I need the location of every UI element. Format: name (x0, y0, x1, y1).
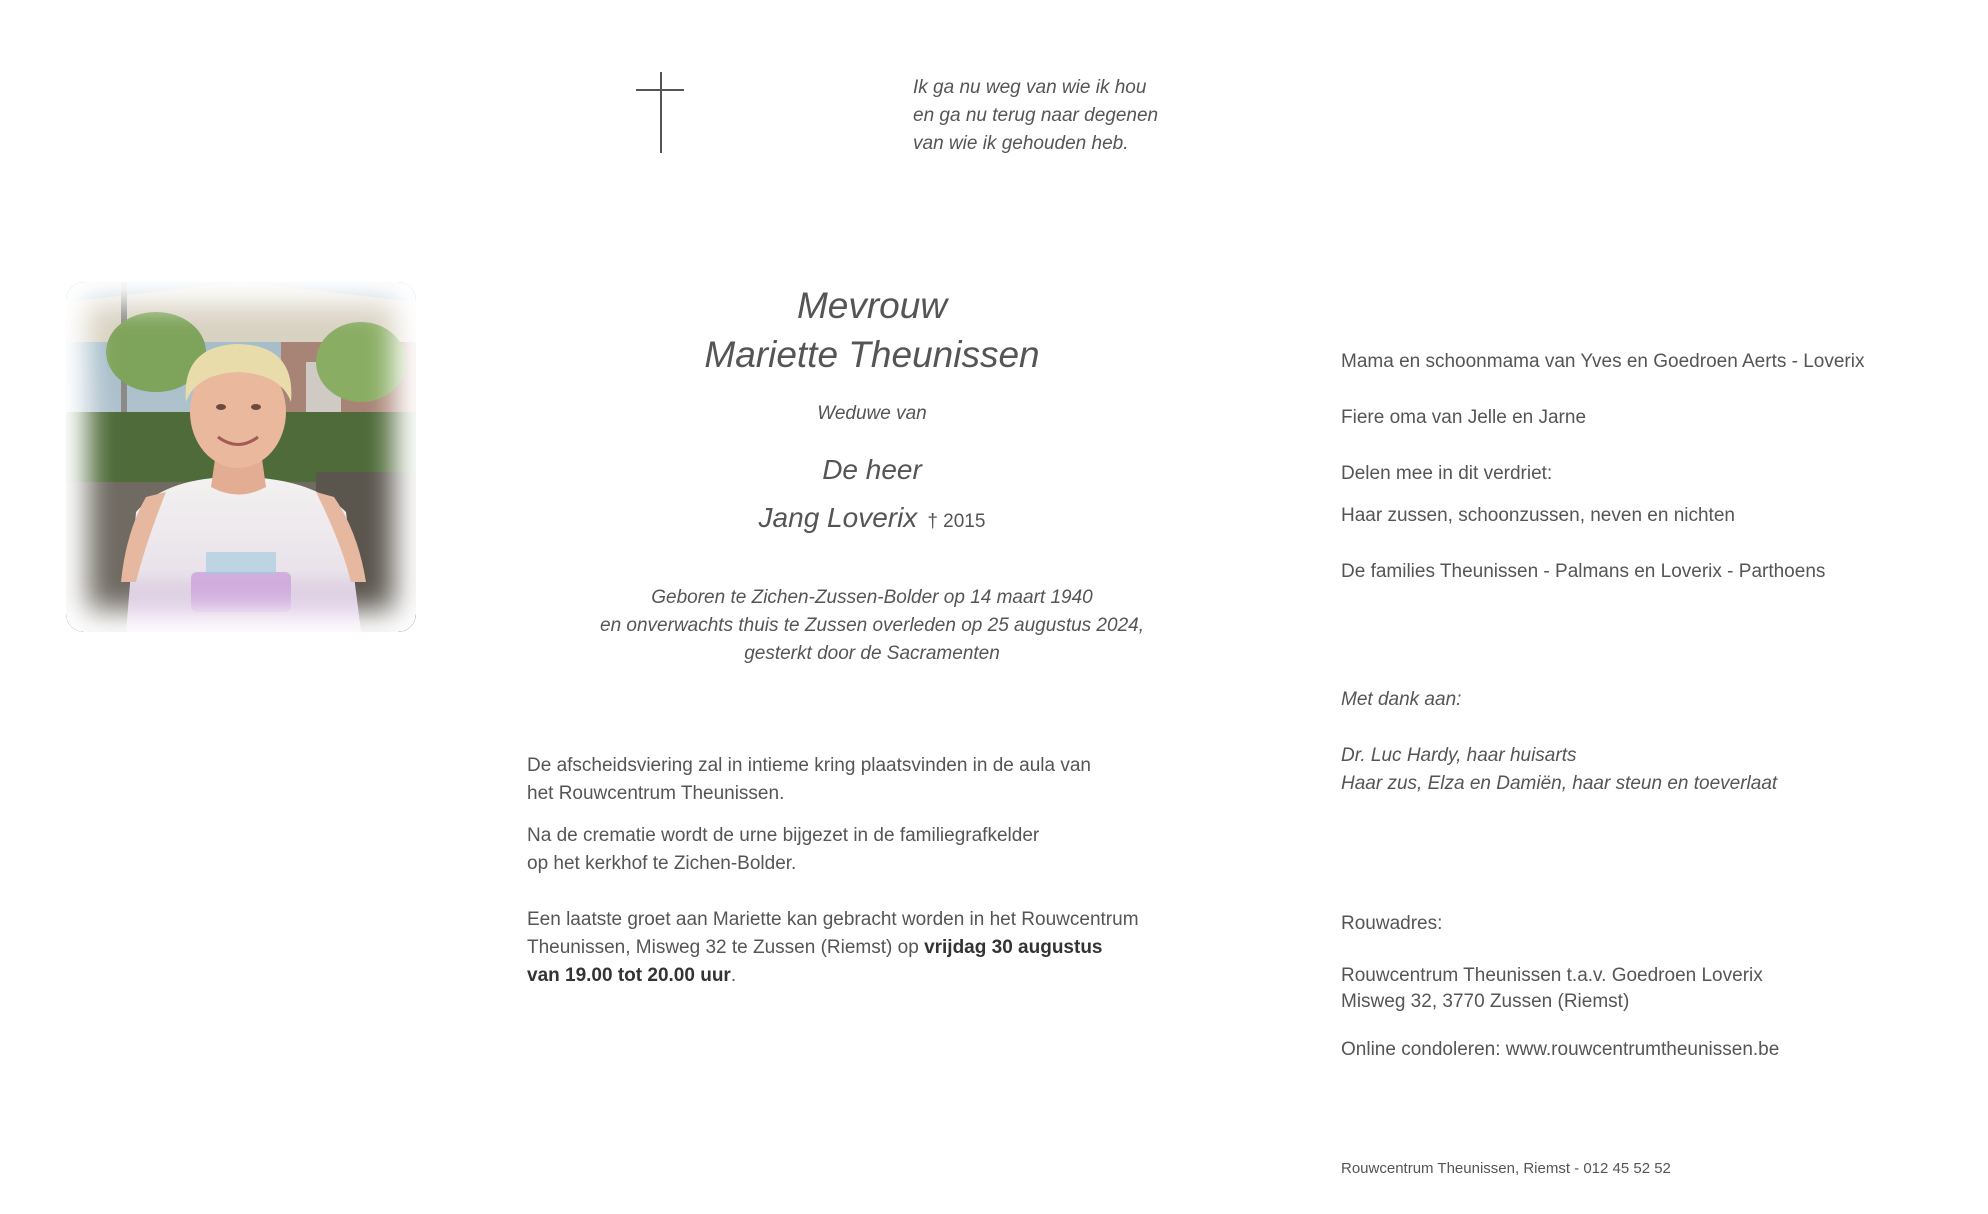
address-line: Rouwcentrum Theunissen t.a.v. Goedroen Loverix (1341, 965, 1763, 986)
ceremony-paragraph-3 (527, 906, 1247, 990)
footer-contact: Rouwcentrum Theunissen, Riemst - 012 45 52 52 (1341, 1160, 1671, 1177)
spouse-line (520, 502, 1224, 534)
ceremony-line: Na de crematie wordt de urne bijgezet in de familiegrafkelder (527, 825, 1040, 846)
poem-line: Ik ga nu weg van wie ik hou (913, 77, 1147, 98)
deceased-prefix: Mevrouw (796, 285, 948, 326)
thanks-line: Haar zus, Elza en Damiën, haar steun en toeverlaat (1341, 773, 1778, 794)
spouse-name: Jang Loverix (758, 502, 918, 533)
family-grandchildren: Fiere oma van Jelle en Jarne (1341, 407, 1587, 428)
thanks-intro: Met dank aan: (1341, 689, 1462, 710)
cross-vertical (660, 72, 662, 153)
thanks-line: Dr. Luc Hardy, haar huisarts (1341, 745, 1577, 766)
ceremony-date: vrijdag 30 augustus (924, 937, 1103, 958)
birth-death-line: gesterkt door de Sacramenten (744, 643, 1000, 664)
address-line: Misweg 32, 3770 Zussen (Riemst) (1341, 991, 1630, 1012)
ceremony-paragraph-1 (527, 752, 1247, 808)
ceremony-line: De afscheidsviering zal in intieme kring plaatsvinden in de aula van (527, 755, 1091, 776)
family-families: De families Theunissen - Palmans en Loverix - Parthoens (1341, 561, 1826, 582)
spouse-death-year: † 2015 (927, 511, 986, 532)
ceremony-line (527, 962, 1247, 990)
online-condolence: Online condoleren: www.rouwcentrumtheunissen.be (1341, 1039, 1780, 1060)
ceremony-line: op het kerkhof te Zichen-Bolder. (527, 853, 797, 874)
ceremony-line: Een laatste groet aan Mariette kan gebracht worden in het Rouwcentrum (527, 909, 1139, 930)
address-intro: Rouwadres: (1341, 913, 1443, 934)
ceremony-text: Theunissen, Misweg 32 te Zussen (Riemst) op (527, 937, 925, 958)
ceremony-line (527, 934, 1247, 962)
birth-death-line: Geboren te Zichen-Zussen-Bolder op 14 maart 1940 (651, 587, 1093, 608)
portrait-vignette (66, 282, 416, 632)
poem (913, 74, 1158, 158)
poem-line: en ga nu terug naar degenen (913, 105, 1159, 126)
family-siblings: Haar zussen, schoonzussen, neven en nichten (1341, 505, 1735, 526)
birth-death-line: en onverwachts thuis te Zussen overleden op 25 augustus 2024, (600, 615, 1144, 636)
ceremony-text: . (730, 965, 737, 986)
ceremony-paragraph-2 (527, 822, 1247, 878)
portrait-photo (66, 282, 416, 632)
poem-line: van wie ik gehouden heb. (913, 133, 1129, 154)
deceased-name: Mariette Theunissen (704, 334, 1040, 375)
cross-horizontal (636, 89, 684, 91)
spouse-relation: Weduwe van (817, 403, 927, 424)
ceremony-line: het Rouwcentrum Theunissen. (527, 783, 785, 804)
spouse-prefix: De heer (822, 454, 922, 485)
family-share-intro: Delen mee in dit verdriet: (1341, 463, 1553, 484)
family-children: Mama en schoonmama van Yves en Goedroen Aerts - Loverix (1341, 351, 1865, 372)
ceremony-time: van 19.00 tot 20.00 uur (527, 965, 731, 986)
birth-death-text (520, 584, 1224, 668)
